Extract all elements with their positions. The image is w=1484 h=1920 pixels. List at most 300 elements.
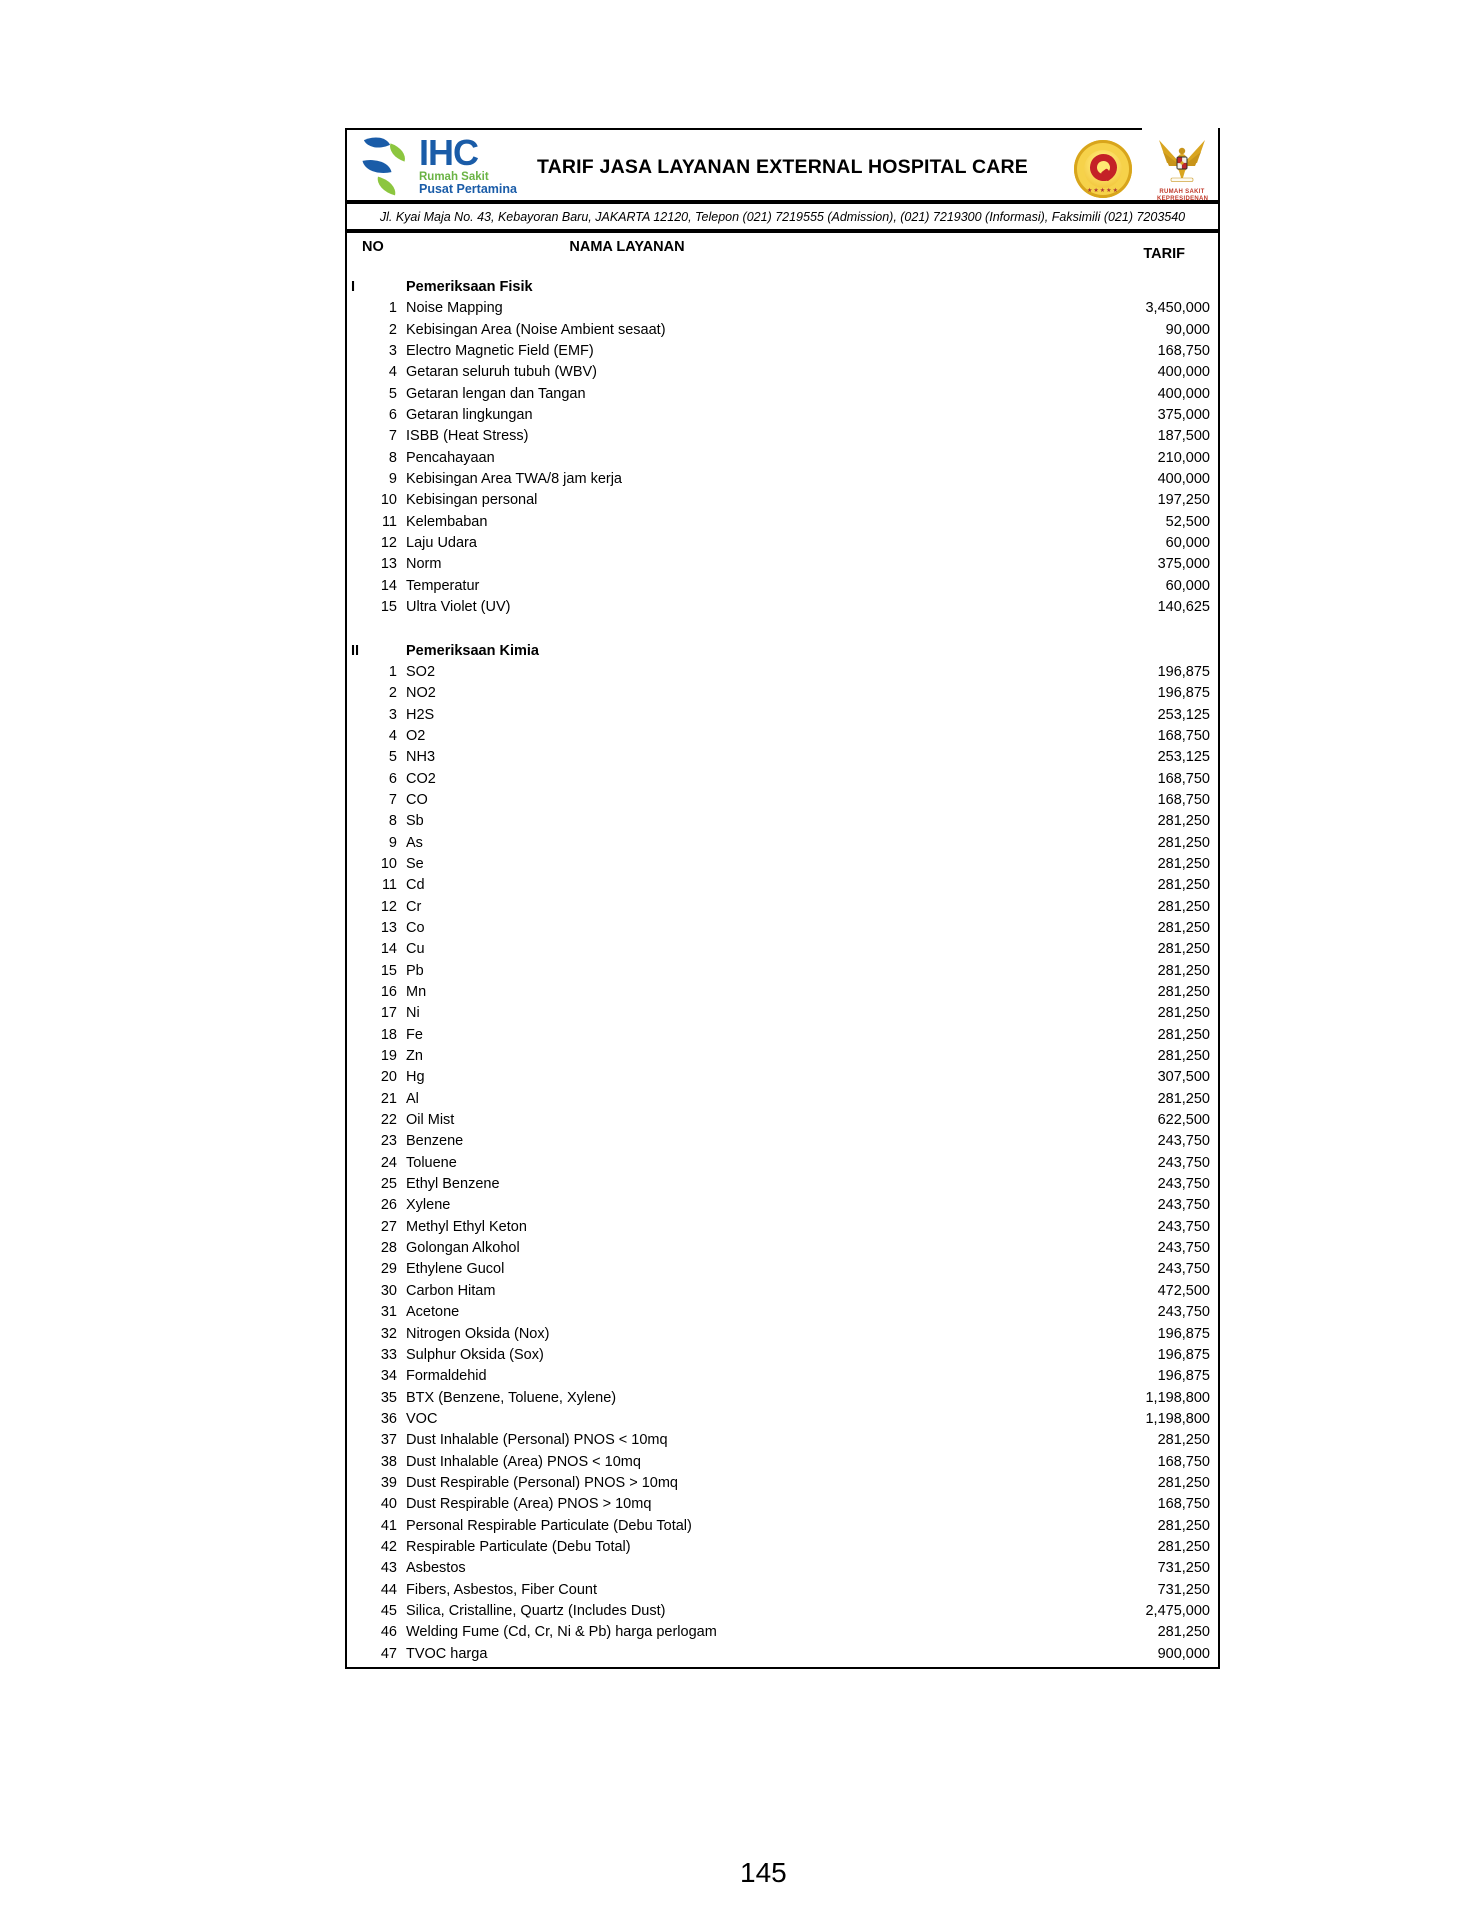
table-row <box>347 384 1218 405</box>
item-no: 45 <box>380 1602 397 1619</box>
item-no: 34 <box>380 1368 397 1385</box>
item-tarif: 243,750 <box>1157 1240 1210 1257</box>
item-tarif: 281,250 <box>1157 898 1210 915</box>
item-tarif: 3,450,000 <box>1145 300 1210 317</box>
table-row <box>347 533 1218 554</box>
item-no: 10 <box>380 855 397 872</box>
brand-name: IHC <box>419 132 478 173</box>
row-roman-cell <box>347 512 367 533</box>
item-tarif: 60,000 <box>1165 535 1210 552</box>
item-tarif: 168,750 <box>1157 727 1210 744</box>
item-tarif: 90,000 <box>1165 321 1210 338</box>
table-row <box>347 1473 1218 1494</box>
item-tarif: 281,250 <box>1157 855 1210 872</box>
item-tarif: 281,250 <box>1157 1005 1210 1022</box>
table-row <box>347 490 1218 511</box>
item-no: 15 <box>380 962 397 979</box>
leaf-icon <box>375 177 399 196</box>
table-row <box>347 747 1218 768</box>
item-name: Xylene <box>406 1197 451 1214</box>
row-roman-cell <box>347 1494 367 1515</box>
item-name: Methyl Ethyl Keton <box>406 1218 527 1235</box>
item-name: Mn <box>406 984 427 1000</box>
table-row <box>347 726 1218 747</box>
table-row <box>347 1324 1218 1345</box>
item-name: Respirable Particulate (Debu Total) <box>406 1538 631 1555</box>
item-name: Nitrogen Oksida (Nox) <box>406 1325 550 1342</box>
item-no: 25 <box>380 1176 397 1193</box>
item-name: Dust Respirable (Personal) PNOS > 10mq <box>406 1474 678 1491</box>
item-name: Silica, Cristalline, Quartz (Includes Dust) <box>406 1602 666 1619</box>
table-row <box>347 1195 1218 1216</box>
item-tarif: 281,250 <box>1157 1432 1210 1449</box>
item-tarif: 281,250 <box>1157 1048 1210 1065</box>
item-tarif: 281,250 <box>1157 1517 1210 1534</box>
table-row <box>347 897 1218 918</box>
item-name: H2S <box>406 706 435 723</box>
item-no: 35 <box>380 1389 397 1406</box>
item-name: Laju Udara <box>406 535 477 552</box>
item-tarif: 281,250 <box>1157 984 1210 1000</box>
table-row <box>347 769 1218 790</box>
table-row <box>347 662 1218 683</box>
item-no: 13 <box>380 919 397 936</box>
item-name: NO2 <box>406 685 436 702</box>
row-roman-cell <box>347 854 367 875</box>
item-name: Se <box>406 855 424 872</box>
table-row <box>347 833 1218 854</box>
item-no: 9 <box>388 834 397 851</box>
item-name: Pencahayaan <box>406 449 495 466</box>
table-row <box>347 982 1218 1003</box>
table-row <box>347 939 1218 960</box>
seal-q-mark-icon <box>1087 151 1119 183</box>
garuda-eagle-icon <box>1158 137 1206 183</box>
tariff-document <box>345 128 1220 1669</box>
table-row <box>347 1131 1218 1152</box>
item-no: 7 <box>388 428 397 445</box>
item-name: Dust Inhalable (Area) PNOS < 10mq <box>406 1453 641 1470</box>
item-tarif: 281,250 <box>1157 1538 1210 1555</box>
item-no: 27 <box>380 1218 397 1235</box>
item-no: 12 <box>380 898 397 915</box>
item-name: VOC <box>406 1410 438 1427</box>
item-tarif: 400,000 <box>1157 385 1210 402</box>
item-no: 8 <box>388 449 397 466</box>
row-roman-cell <box>347 875 367 896</box>
table-row <box>347 1174 1218 1195</box>
item-name: Asbestos <box>406 1560 466 1577</box>
row-roman-cell <box>347 1302 367 1323</box>
item-tarif: 243,750 <box>1157 1133 1210 1150</box>
item-name: Cd <box>406 877 425 894</box>
item-name: CO <box>406 791 428 808</box>
item-name: Ni <box>406 1005 420 1022</box>
item-no: 18 <box>380 1026 397 1043</box>
row-roman-cell <box>347 1067 367 1088</box>
item-name: Formaldehid <box>406 1368 487 1385</box>
table-row <box>347 1067 1218 1088</box>
item-no: 5 <box>388 385 397 402</box>
table-row <box>347 1452 1218 1473</box>
section-tarif-cell <box>1098 277 1218 298</box>
table-row <box>347 1558 1218 1579</box>
item-name: Hg <box>406 1069 425 1086</box>
table-row <box>347 512 1218 533</box>
row-roman-cell <box>347 448 367 469</box>
item-tarif: 281,250 <box>1157 1026 1210 1043</box>
item-tarif: 168,750 <box>1157 791 1210 808</box>
row-roman-cell <box>347 705 367 726</box>
item-no: 33 <box>380 1346 397 1363</box>
column-header-no: NO <box>362 239 384 255</box>
row-roman-cell <box>347 554 367 575</box>
row-roman-cell <box>347 1580 367 1601</box>
row-roman-cell <box>347 1516 367 1537</box>
table-row <box>347 683 1218 704</box>
item-tarif: 1,198,800 <box>1145 1389 1210 1406</box>
table-row <box>347 1580 1218 1601</box>
table-row <box>347 1046 1218 1067</box>
row-roman-cell <box>347 790 367 811</box>
item-tarif: 281,250 <box>1157 919 1210 936</box>
item-no: 30 <box>380 1282 397 1299</box>
item-no: 43 <box>380 1560 397 1577</box>
row-roman-cell <box>347 298 367 319</box>
item-name: Carbon Hitam <box>406 1282 496 1299</box>
item-tarif: 281,250 <box>1157 813 1210 830</box>
item-name: Norm <box>406 556 442 573</box>
table-row <box>347 576 1218 597</box>
item-name: Ethylene Gucol <box>406 1261 505 1278</box>
item-tarif: 168,750 <box>1157 1496 1210 1513</box>
item-no: 13 <box>380 556 397 573</box>
garuda-caption-line1: RUMAH SAKIT <box>1159 189 1205 195</box>
table-row <box>347 1281 1218 1302</box>
brand-subtitle-1: Rumah Sakit <box>419 171 489 183</box>
column-header-name: NAMA LAYANAN <box>569 239 685 255</box>
table-row <box>347 875 1218 896</box>
item-tarif: 622,500 <box>1157 1112 1210 1129</box>
row-roman-cell <box>347 490 367 511</box>
item-tarif: 243,750 <box>1157 1261 1210 1278</box>
table-row <box>347 298 1218 319</box>
item-tarif: 243,750 <box>1157 1197 1210 1214</box>
item-tarif: 243,750 <box>1157 1154 1210 1171</box>
row-roman-cell <box>347 1174 367 1195</box>
row-roman-cell <box>347 1537 367 1558</box>
row-roman-cell <box>347 469 367 490</box>
table-row <box>347 597 1218 618</box>
item-name: Cr <box>406 898 422 915</box>
section-title: Pemeriksaan Kimia <box>406 642 539 659</box>
item-no: 21 <box>380 1090 397 1107</box>
row-roman-cell <box>347 1601 367 1622</box>
row-roman-cell <box>347 426 367 447</box>
table-row <box>347 362 1218 383</box>
item-name: Cu <box>406 941 425 958</box>
row-roman-cell <box>347 1025 367 1046</box>
item-tarif: 60,000 <box>1165 577 1210 594</box>
accreditation-seal-icon <box>1074 140 1132 198</box>
item-tarif: 400,000 <box>1157 471 1210 488</box>
table-row <box>347 1516 1218 1537</box>
item-name: Kebisingan personal <box>406 492 538 509</box>
section-tarif-cell <box>1098 641 1218 662</box>
item-no: 15 <box>380 599 397 616</box>
item-tarif: 210,000 <box>1157 449 1210 466</box>
section-no-cell <box>367 641 397 662</box>
item-tarif: 253,125 <box>1157 706 1210 723</box>
table-row <box>347 1110 1218 1131</box>
table-row <box>347 1089 1218 1110</box>
item-name: ISBB (Heat Stress) <box>406 428 529 445</box>
item-tarif: 1,198,800 <box>1145 1410 1210 1427</box>
row-roman-cell <box>347 597 367 618</box>
item-tarif: 2,475,000 <box>1145 1602 1210 1619</box>
table-row <box>347 1601 1218 1622</box>
row-roman-cell <box>347 1345 367 1366</box>
item-no: 10 <box>380 492 397 509</box>
row-roman-cell <box>347 1409 367 1430</box>
page-number: 145 <box>740 1857 787 1888</box>
table-row <box>347 320 1218 341</box>
section-no-cell <box>367 277 397 298</box>
row-roman-cell <box>347 726 367 747</box>
table-row <box>347 811 1218 832</box>
item-tarif: 281,250 <box>1157 962 1210 979</box>
item-no: 26 <box>380 1197 397 1214</box>
row-roman-cell <box>347 939 367 960</box>
table-row <box>347 961 1218 982</box>
item-name: Noise Mapping <box>406 300 503 317</box>
table-row <box>347 1025 1218 1046</box>
header-logos <box>1074 137 1207 202</box>
row-roman-cell <box>347 1046 367 1067</box>
item-name: Oil Mist <box>406 1112 455 1129</box>
table-row <box>347 405 1218 426</box>
item-no: 41 <box>380 1517 397 1534</box>
table-row <box>347 341 1218 362</box>
row-roman-cell <box>347 1644 367 1665</box>
row-roman-cell <box>347 1558 367 1579</box>
item-name: Dust Inhalable (Personal) PNOS < 10mq <box>406 1432 668 1449</box>
table-row <box>347 1494 1218 1515</box>
garuda-emblem <box>1157 137 1207 202</box>
document-header <box>347 128 1218 204</box>
row-roman-cell <box>347 576 367 597</box>
row-roman-cell <box>347 683 367 704</box>
table-row <box>347 705 1218 726</box>
item-no: 11 <box>381 513 397 530</box>
row-roman-cell <box>347 1195 367 1216</box>
item-tarif: 281,250 <box>1157 941 1210 958</box>
item-tarif: 196,875 <box>1157 1325 1210 1342</box>
item-name: Kelembaban <box>406 513 488 530</box>
row-roman-cell <box>347 1473 367 1494</box>
item-no: 38 <box>380 1453 397 1470</box>
item-name: Sulphur Oksida (Sox) <box>406 1346 544 1363</box>
item-no: 4 <box>388 727 397 744</box>
table-row <box>347 1537 1218 1558</box>
row-roman-cell <box>347 1281 367 1302</box>
item-no: 37 <box>380 1432 397 1449</box>
row-roman-cell <box>347 1388 367 1409</box>
item-name: Pb <box>406 962 424 979</box>
table-row <box>347 1345 1218 1366</box>
item-tarif: 731,250 <box>1157 1560 1210 1577</box>
item-no: 6 <box>388 407 397 424</box>
item-name: Dust Respirable (Area) PNOS > 10mq <box>406 1496 652 1513</box>
item-name: TVOC harga <box>406 1645 488 1662</box>
table-row <box>347 1430 1218 1451</box>
item-tarif: 375,000 <box>1157 407 1210 424</box>
row-roman-cell <box>347 1153 367 1174</box>
item-tarif: 196,875 <box>1157 663 1210 680</box>
row-roman-cell <box>347 1089 367 1110</box>
item-tarif: 140,625 <box>1157 599 1210 616</box>
item-name: Kebisingan Area (Noise Ambient sesaat) <box>406 321 666 338</box>
row-roman-cell <box>347 320 367 341</box>
item-tarif: 168,750 <box>1157 1453 1210 1470</box>
table-column-headers <box>347 233 1218 269</box>
table-row <box>347 1644 1218 1665</box>
item-tarif: 196,875 <box>1157 1346 1210 1363</box>
column-header-tarif: TARIF <box>1143 246 1185 262</box>
item-tarif: 196,875 <box>1157 1368 1210 1385</box>
section-header-row <box>347 277 1218 298</box>
item-tarif: 281,250 <box>1157 834 1210 851</box>
item-name: Electro Magnetic Field (EMF) <box>406 343 594 360</box>
item-tarif: 900,000 <box>1157 1645 1210 1662</box>
item-name: Acetone <box>406 1304 460 1321</box>
item-name: Getaran lingkungan <box>406 407 533 424</box>
item-no: 31 <box>380 1304 397 1321</box>
item-no: 6 <box>388 770 397 787</box>
row-roman-cell <box>347 384 367 405</box>
item-no: 47 <box>380 1645 397 1662</box>
item-no: 8 <box>388 813 397 830</box>
item-no: 40 <box>380 1496 397 1513</box>
garuda-caption-line2: KEPRESIDENAN <box>1157 196 1209 202</box>
item-no: 19 <box>380 1048 397 1065</box>
item-name: CO2 <box>406 770 436 787</box>
item-tarif: 253,125 <box>1157 749 1210 766</box>
table-row <box>347 1238 1218 1259</box>
row-roman-cell <box>347 341 367 362</box>
hospital-address: Jl. Kyai Maja No. 43, Kebayoran Baru, JAKARTA 12120, Telepon (021) 7219555 (Admission), (021) 7219300 (Informasi), Faksimili (021) 7203540 <box>347 204 1218 233</box>
table-row <box>347 1366 1218 1387</box>
item-tarif: 281,250 <box>1157 1474 1210 1491</box>
row-roman-cell <box>347 533 367 554</box>
row-roman-cell <box>347 747 367 768</box>
item-no: 1 <box>388 300 397 317</box>
item-tarif: 243,750 <box>1157 1304 1210 1321</box>
item-no: 12 <box>380 535 397 552</box>
row-roman-cell <box>347 1366 367 1387</box>
item-no: 24 <box>380 1154 397 1171</box>
item-name: Sb <box>406 813 424 830</box>
item-no: 4 <box>388 364 397 381</box>
item-no: 5 <box>388 749 397 766</box>
row-roman-cell <box>347 811 367 832</box>
item-tarif: 243,750 <box>1157 1218 1210 1235</box>
table-row <box>347 1622 1218 1643</box>
item-name: Fe <box>406 1026 423 1043</box>
row-roman-cell <box>347 1324 367 1345</box>
item-tarif: 281,250 <box>1157 877 1210 894</box>
item-no: 9 <box>388 471 397 488</box>
row-roman-cell <box>347 1003 367 1024</box>
item-tarif: 281,250 <box>1157 1090 1210 1107</box>
item-no: 44 <box>380 1581 397 1598</box>
row-roman-cell <box>347 982 367 1003</box>
item-no: 22 <box>380 1112 397 1129</box>
item-name: Toluene <box>406 1154 457 1171</box>
item-no: 39 <box>380 1474 397 1491</box>
item-tarif: 197,250 <box>1157 492 1210 509</box>
item-no: 3 <box>388 706 397 723</box>
row-roman-cell <box>347 1430 367 1451</box>
row-roman-cell <box>347 1110 367 1131</box>
page-title: TARIF JASA LAYANAN EXTERNAL HOSPITAL CARE <box>536 156 1029 178</box>
table-row <box>347 1003 1218 1024</box>
table-row <box>347 1302 1218 1323</box>
section-title: Pemeriksaan Fisik <box>406 279 533 295</box>
item-tarif: 196,875 <box>1157 685 1210 702</box>
brand-subtitle-2: Pusat Pertamina <box>419 182 517 196</box>
item-no: 14 <box>380 941 397 958</box>
item-no: 1 <box>388 663 397 680</box>
item-name: Ultra Violet (UV) <box>406 599 511 616</box>
table-row <box>347 1217 1218 1238</box>
row-roman-cell <box>347 662 367 683</box>
table-row <box>347 1153 1218 1174</box>
item-no: 17 <box>380 1005 397 1022</box>
row-roman-cell <box>347 405 367 426</box>
item-no: 46 <box>380 1624 397 1641</box>
item-tarif: 187,500 <box>1157 428 1210 445</box>
item-name: Golongan Alkohol <box>406 1240 520 1257</box>
item-name: NH3 <box>406 749 436 766</box>
row-roman-cell <box>347 1259 367 1280</box>
item-tarif: 243,750 <box>1157 1176 1210 1193</box>
item-name: Zn <box>406 1048 423 1065</box>
item-no: 42 <box>380 1538 397 1555</box>
seal-stars: ★★★★★ <box>1087 188 1119 194</box>
item-tarif: 472,500 <box>1157 1282 1210 1299</box>
item-name: Temperatur <box>406 577 480 594</box>
row-roman-cell <box>347 362 367 383</box>
item-no: 29 <box>380 1261 397 1278</box>
table-row <box>347 1259 1218 1280</box>
item-tarif: 168,750 <box>1157 770 1210 787</box>
row-roman-cell <box>347 918 367 939</box>
item-name: BTX (Benzene, Toluene, Xylene) <box>406 1389 617 1406</box>
item-tarif: 375,000 <box>1157 556 1210 573</box>
item-tarif: 281,250 <box>1157 1624 1210 1641</box>
item-name: Ethyl Benzene <box>406 1176 500 1193</box>
row-roman-cell <box>347 1217 367 1238</box>
item-no: 23 <box>380 1133 397 1150</box>
item-name: As <box>406 834 423 851</box>
item-name: Welding Fume (Cd, Cr, Ni & Pb) harga perlogam <box>406 1624 717 1641</box>
table-row <box>347 854 1218 875</box>
item-name: O2 <box>406 727 426 744</box>
row-roman-cell <box>347 1452 367 1473</box>
item-no: 2 <box>388 321 397 338</box>
item-no: 11 <box>381 877 397 894</box>
